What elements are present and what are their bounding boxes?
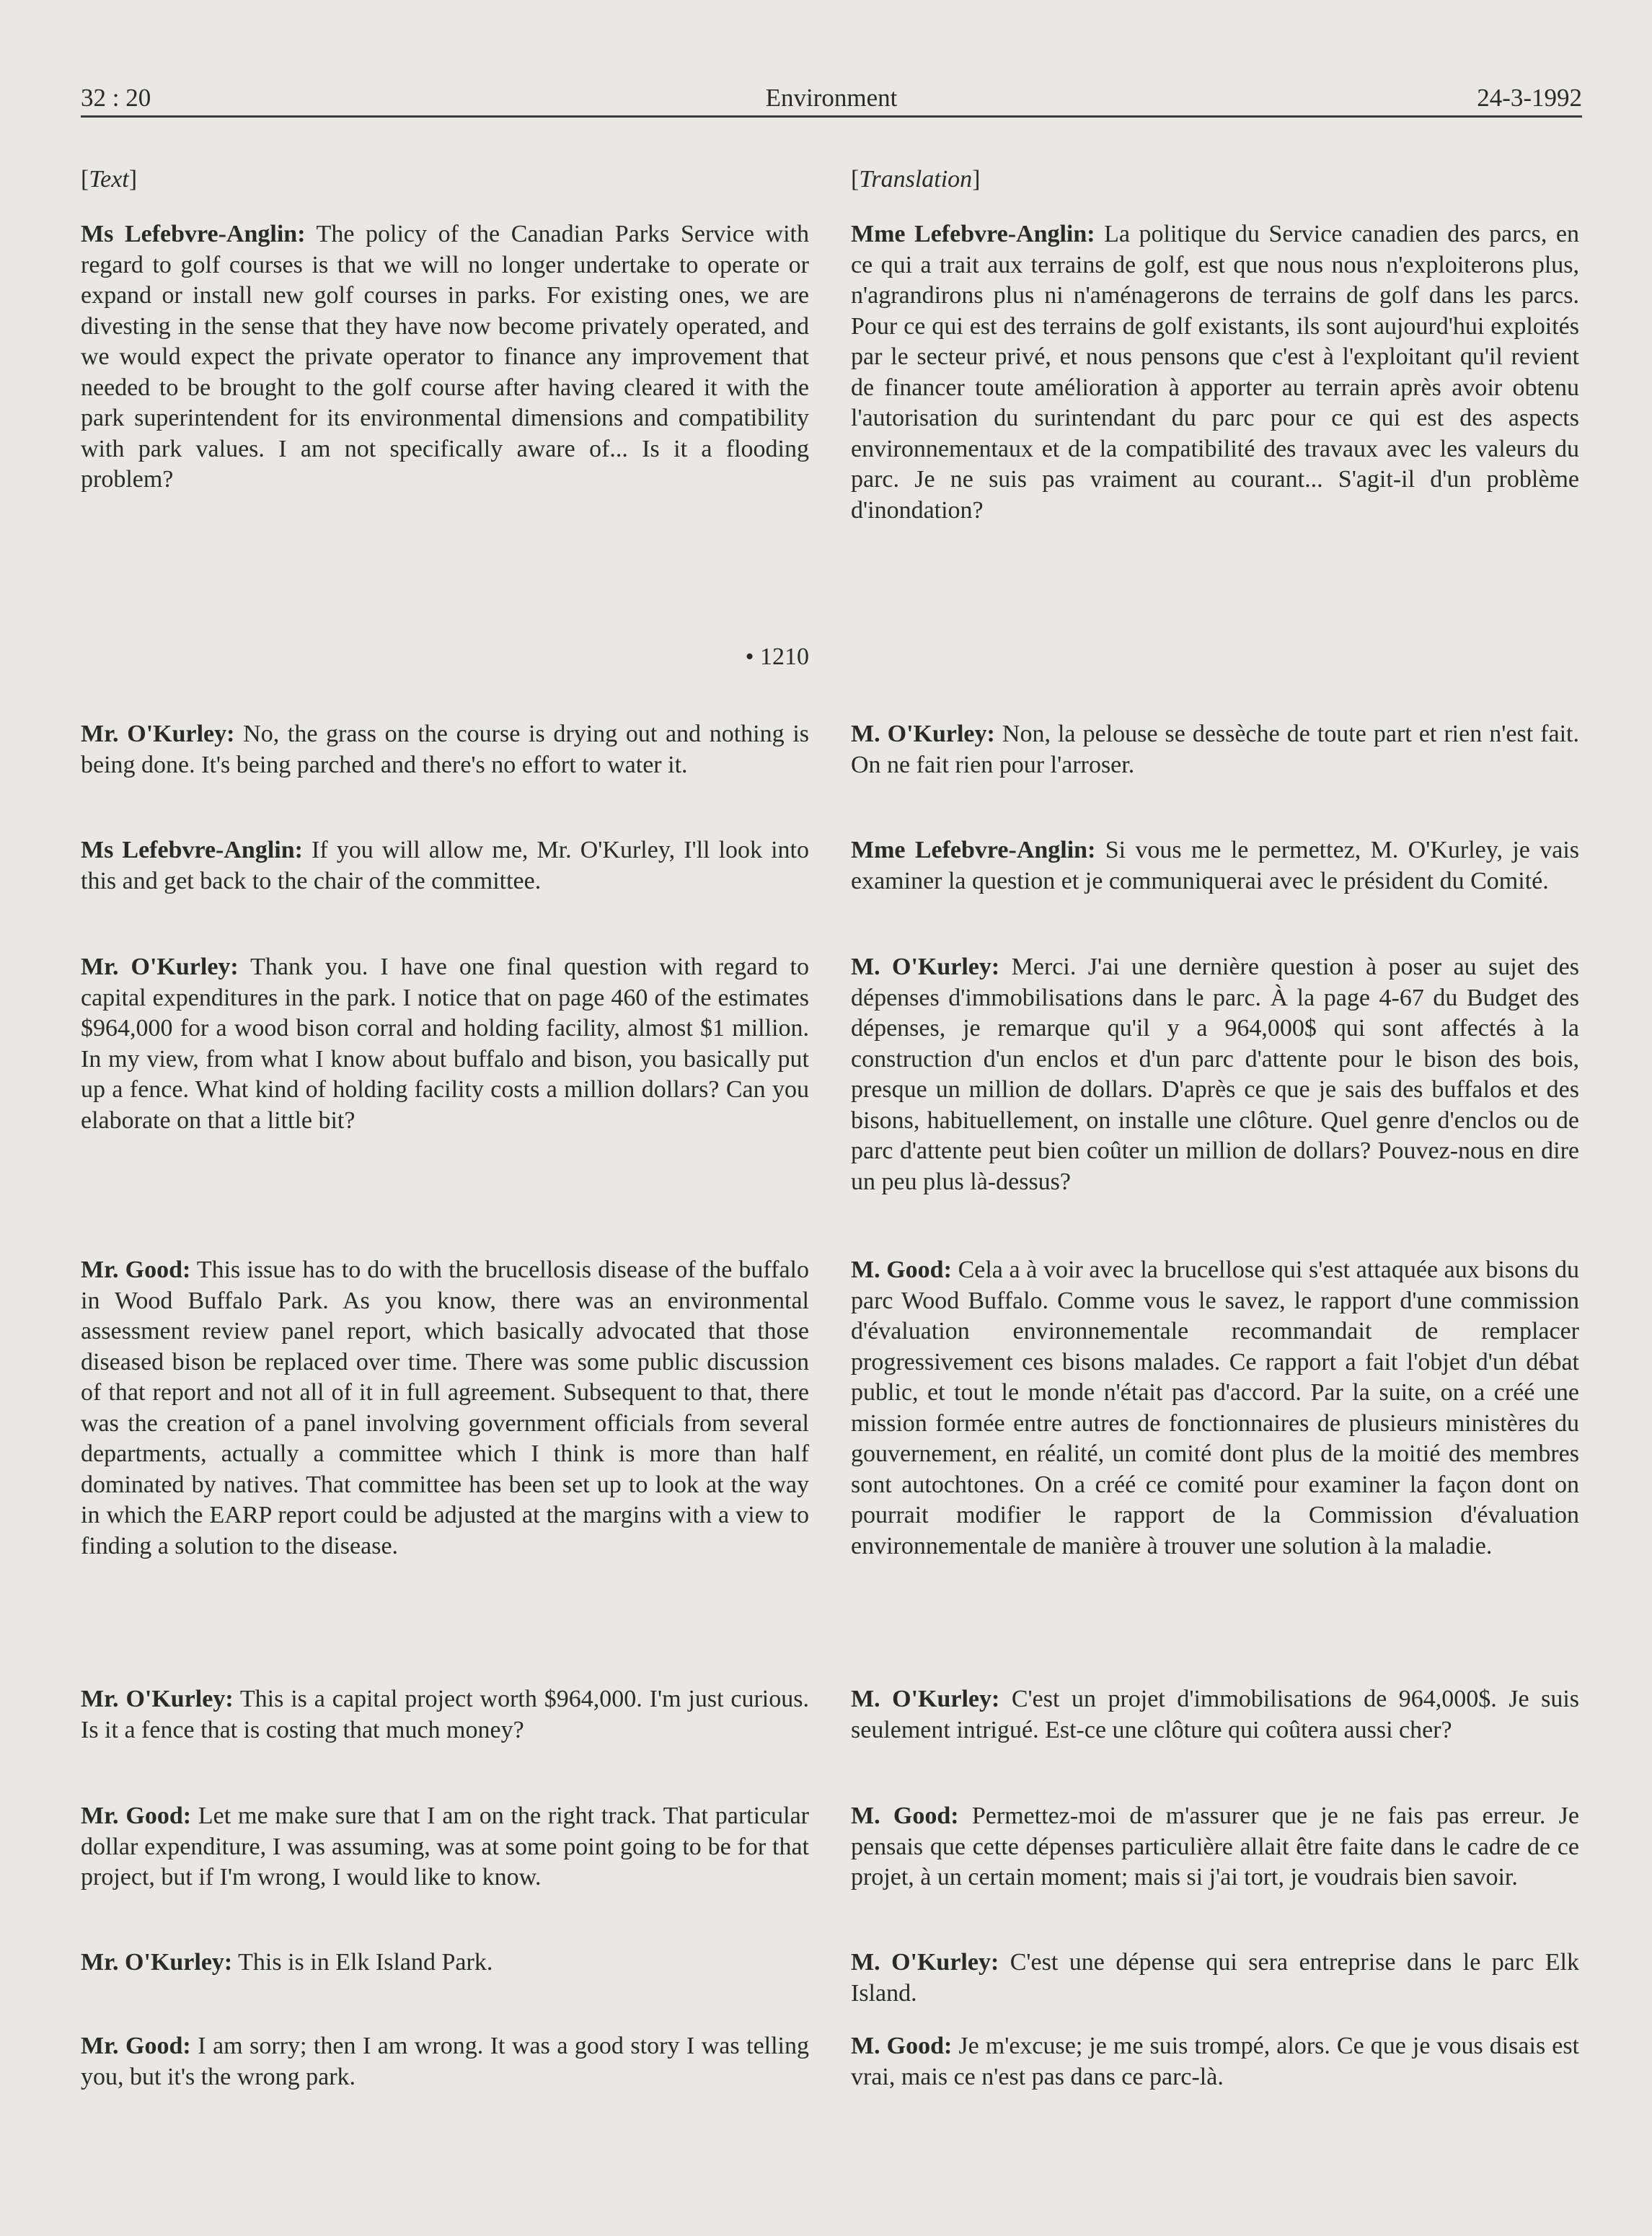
speech-paragraph: [851, 219, 1579, 526]
speaker-name: Mme Lefebvre-Anglin:: [851, 221, 1095, 247]
speech-text: Let me make sure that I am on the right track. That particular dollar expenditure, I was assuming, was at some point going to be for that project, but if I'm wrong, I would like to know.: [81, 1803, 809, 1891]
speech-text: C'est un projet d'immobilisations de 964,000$. Je suis seulement intrigué. Est-ce une clôture qui coûtera aussi cher?: [851, 1686, 1580, 1743]
speaker-name: Ms Lefebvre-Anglin:: [81, 837, 303, 863]
speaker-name: Mme Lefebvre-Anglin:: [851, 837, 1096, 863]
speech-paragraph: [851, 1684, 1579, 1746]
speech-text: Si vous me le permettez, M. O'Kurley, je vais examiner la question et je communiquerai avec le président du Comité.: [851, 837, 1579, 894]
speaker-name: M. O'Kurley:: [851, 1686, 1000, 1712]
speaker-name: Mr. Good:: [81, 2033, 191, 2059]
speech-paragraph: [851, 835, 1579, 897]
speech-text: La politique du Service canadien des parcs, en ce qui a trait aux terrains de golf, est que nous nous n'exploiterons plus, n'agrandirons plus ni n'aménagerons de terrains de golf dans les parcs. Pour ce qui est des terrains de golf existants, ils sont aujourd'hui exploités par le secteur privé, et nous pensons que c'est à l'exploitant qu'il revient de financer toute amélioration à apporter au terrain après avoir obtenu l'autorisation du surintendant du parc pour ce qui est des aspects environnementaux et de la compatibilité des travaux avec les valeurs du parc. Je ne suis pas vraiment au courant... S'agit-il d'un problème d'inondation?: [851, 221, 1579, 524]
speech-text: No, the grass on the course is drying out and nothing is being done. It's being parched and there's no effort to water it.: [81, 721, 809, 778]
speaker-name: M. Good:: [851, 2033, 953, 2059]
speech-text: I am sorry; then I am wrong. It was a good story I was telling you, but it's the wrong park.: [81, 2033, 809, 2090]
header-rule: [81, 115, 1582, 118]
speech-paragraph: [81, 2031, 809, 2092]
text-tag-label: Text: [89, 166, 129, 193]
speech-text: Permettez-moi de m'assurer que je ne fais pas erreur. Je pensais que cette dépenses particulière allait être faite dans le cadre de ce projet, à un certain moment; mais si j'ai tort, je voudrais bien savoir.: [851, 1803, 1579, 1891]
speech-text: Cela a à voir avec la brucellose qui s'est attaquée aux bisons du parc Wood Buffalo. Comme vous le savez, le rapport d'une commission d'évaluation environnementale recommandait de remplacer progressivement ces bisons malades. Ce rapport a fait l'objet d'un débat public, et tout le monde n'était pas d'accord. Par la suite, on a créé une mission formée entre autres de fonctionnaires de plusieurs ministères du gouvernement, en réalité, un comité dont plus de la moitié des membres sont autochtones. On a créé ce comité pour examiner la façon dont on pourrait modifier le rapport de la Commission d'évaluation environnementale de manière à trouver une solution à la maladie.: [851, 1256, 1579, 1559]
speaker-name: Mr. Good:: [81, 1803, 192, 1829]
speech-paragraph: [81, 219, 809, 496]
sitting-date: 24-3-1992: [1477, 84, 1582, 112]
speech-paragraph: [851, 1947, 1579, 2009]
speaker-name: Mr. Good:: [81, 1256, 191, 1283]
speaker-name: Mr. O'Kurley:: [81, 954, 239, 980]
speech-paragraph: [81, 1255, 809, 1562]
speaker-name: M. O'Kurley:: [851, 954, 1000, 980]
speech-text: If you will allow me, Mr. O'Kurley, I'll look into this and get back to the chair of the committee.: [81, 837, 810, 894]
speaker-name: M. O'Kurley:: [851, 1949, 999, 1976]
committee-title: Environment: [765, 84, 898, 112]
speech-paragraph: [851, 1255, 1579, 1562]
speech-text: C'est une dépense qui sera entreprise dans le parc Elk Island.: [851, 1949, 1579, 2007]
speaker-name: M. Good:: [851, 1803, 959, 1829]
speech-text: This is a capital project worth $964,000. I'm just curious. Is it a fence that is costing that much money?: [81, 1686, 809, 1743]
speaker-name: Mr. O'Kurley:: [81, 721, 235, 747]
speech-text: Merci. J'ai une dernière question à poser au sujet des dépenses d'immobilisations dans le parc. À la page 4-67 du Budget des dépenses, je remarque qu'il y a 964,000$ qui sont affectés à la construction d'un enclos et d'un parc d'attente pour le bison des bois, presque un million de dollars. D'après ce que je sais des buffalos et des bisons, habituellement, on installe une clôture. Quel genre d'enclos ou de parc d'attente peut bien coûter un million de dollars? Pouvez-nous en dire un peu plus là-dessus?: [851, 954, 1580, 1195]
speech-text: The policy of the Canadian Parks Service with regard to golf courses is that we will no longer undertake to operate or expand or install new golf courses in parks. For existing ones, we are divesting in the sense that they have now become privately operated, and we would expect the private operator to finance any improvement that needed to be brought to the golf course after having cleared it with the park superintendent for its environmental dimensions and compatibility with park values. I am not specifically aware of... Is it a flooding problem?: [81, 221, 810, 493]
speaker-name: M. Good:: [851, 1256, 952, 1283]
speech-paragraph: [81, 1684, 809, 1746]
speech-paragraph: [81, 1801, 809, 1893]
speech-text: This is in Elk Island Park.: [232, 1949, 493, 1976]
translation-tag-label: Translation: [859, 166, 973, 193]
speech-paragraph: [81, 719, 809, 780]
speech-text: This issue has to do with the brucellosis disease of the buffalo in Wood Buffalo Park. As you know, there was an environmental assessment review panel report, which basically advocated that those diseased bison be replaced over time. There was some public discussion of that report and not all of it in full agreement. Subsequent to that, there was the creation of a panel involving government officials from several departments, actually a committee which I think is more than half dominated by natives. That committee has been set up to look at the way in which the EARP report could be adjusted at the margins with a view to finding a solution to the disease.: [81, 1256, 809, 1559]
speaker-name: Ms Lefebvre-Anglin:: [81, 221, 306, 247]
speech-text: Je m'excuse; je me suis trompé, alors. Ce que je vous disais est vrai, mais ce n'est pas dans ce parc-là.: [851, 2033, 1579, 2090]
speech-paragraph: [81, 952, 809, 1136]
speech-paragraph: [851, 2031, 1579, 2092]
time-marker: • 1210: [745, 643, 809, 670]
speech-paragraph: [851, 719, 1579, 780]
speech-paragraph: [81, 835, 809, 897]
speech-paragraph: [81, 1947, 809, 1978]
speaker-name: Mr. O'Kurley:: [81, 1949, 233, 1976]
page-number: 32 : 20: [81, 84, 151, 112]
speech-text: Non, la pelouse se dessèche de toute part et rien n'est fait. On ne fait rien pour l'arroser.: [851, 721, 1579, 778]
translation-tag: [Translation]: [851, 166, 981, 193]
speaker-name: Mr. O'Kurley:: [81, 1686, 234, 1712]
speech-text: Thank you. I have one final question with regard to capital expenditures in the park. I notice that on page 460 of the estimates $964,000 for a wood bison corral and holding facility, almost $1 million. In my view, from what I know about buffalo and bison, you basically put up a fence. What kind of holding facility costs a million dollars? Can you elaborate on that a little bit?: [81, 954, 809, 1134]
speech-paragraph: [851, 952, 1579, 1197]
speech-paragraph: [851, 1801, 1579, 1893]
page-header: [81, 81, 1582, 115]
text-tag: [Text]: [81, 166, 138, 193]
speaker-name: M. O'Kurley:: [851, 721, 995, 747]
